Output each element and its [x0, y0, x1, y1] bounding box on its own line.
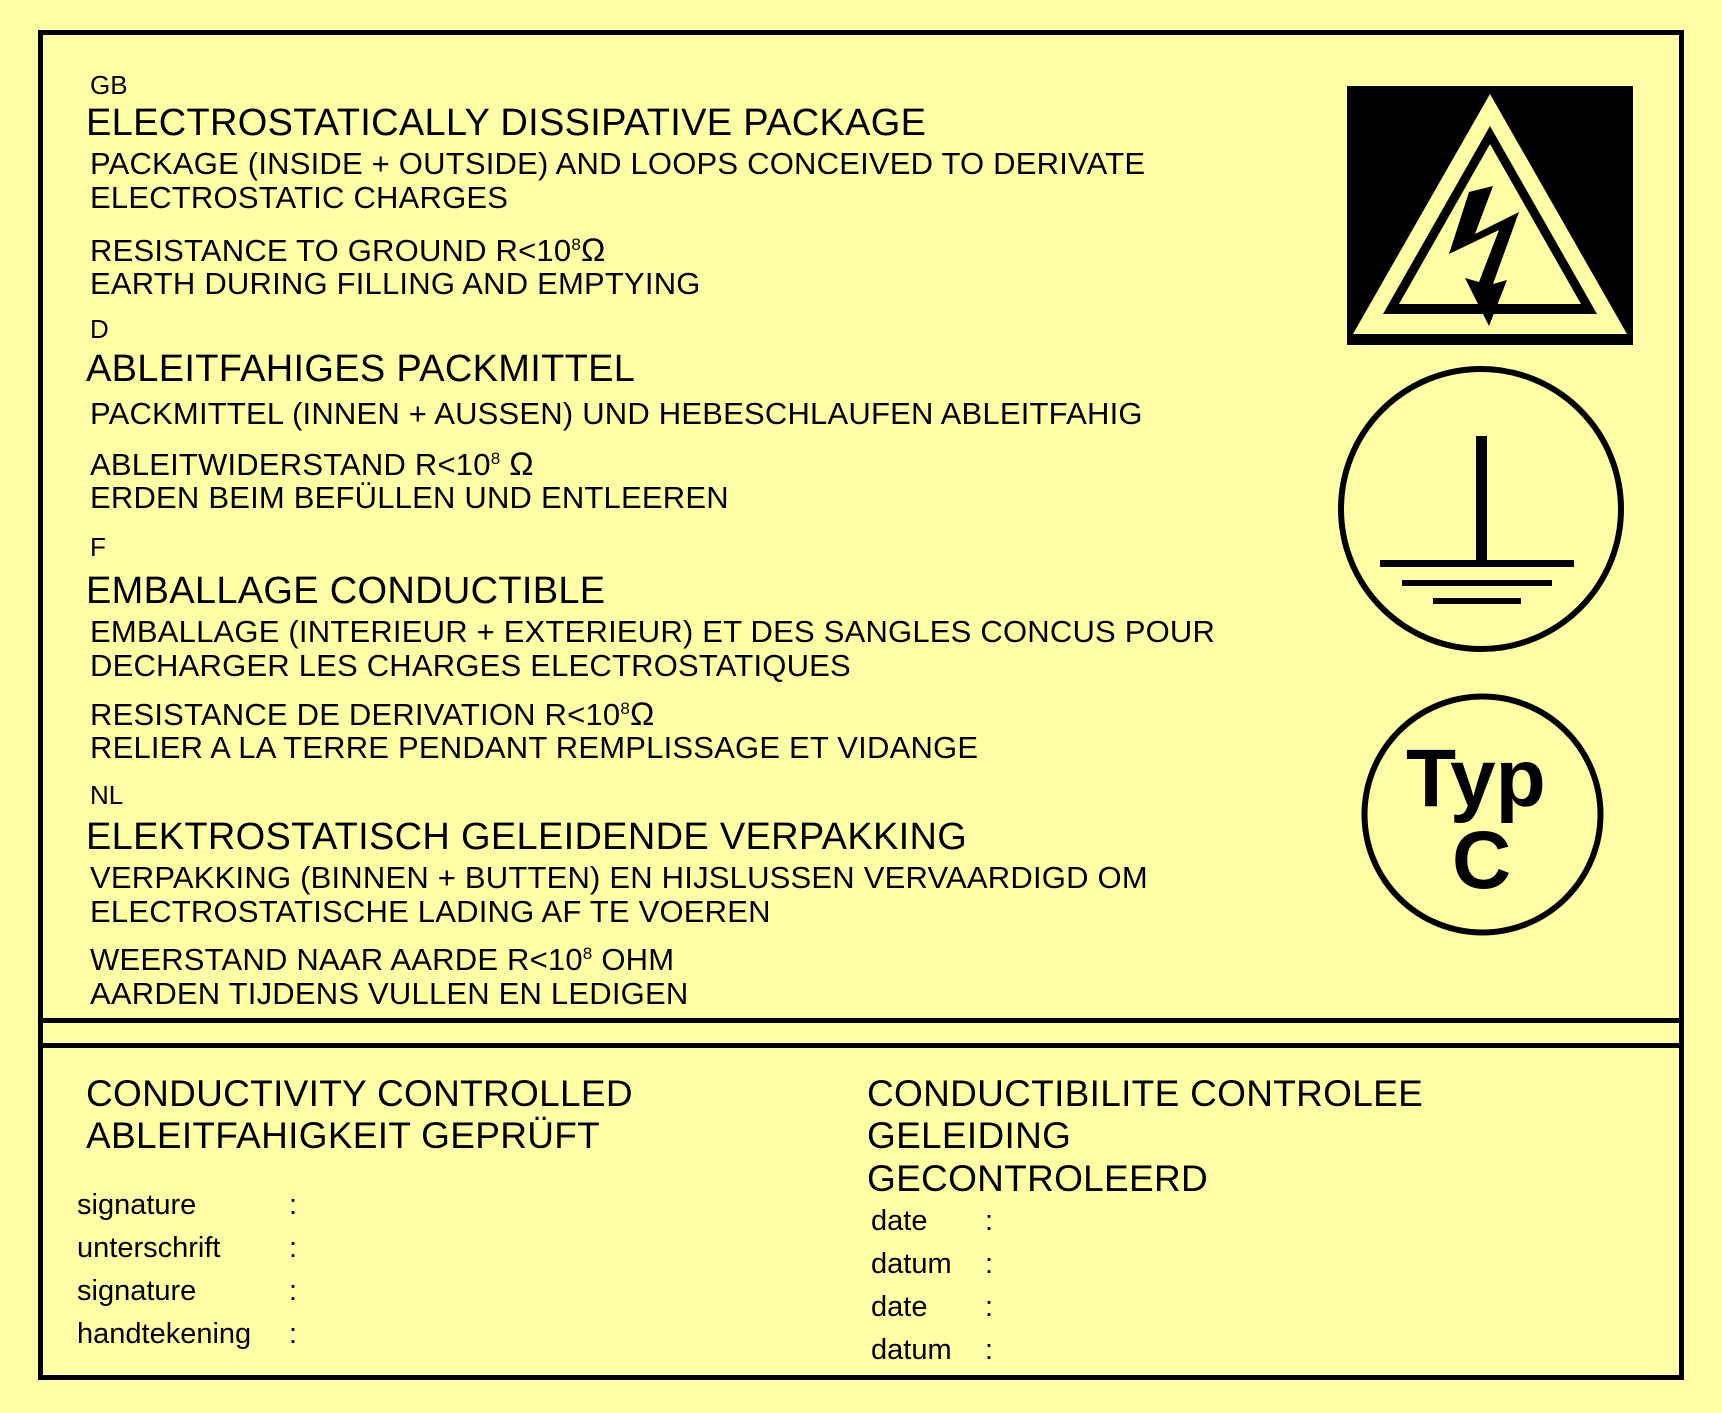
footer-left-heading-1: CONDUCTIVITY CONTROLLED: [86, 1073, 633, 1114]
field-colon: :: [985, 1205, 994, 1237]
field-colon: :: [985, 1248, 994, 1280]
footer-right-heading-3: GECONTROLEERD: [867, 1158, 1209, 1199]
heading-nl: ELEKTROSTATISCH GELEIDENDE VERPAKKING: [86, 816, 968, 858]
divider-bottom: [38, 1043, 1684, 1048]
heading-gb: ELECTROSTATICALLY DISSIPATIVE PACKAGE: [86, 102, 927, 144]
text-line-nl-2: ELECTROSTATISCHE LADING AF TE VOEREN: [90, 894, 771, 929]
signature-label: signature: [77, 1275, 197, 1307]
lang-code-f: F: [90, 532, 106, 562]
date-label: datum: [871, 1248, 952, 1280]
instruction-f: RELIER A LA TERRE PENDANT REMPLISSAGE ET VIDANGE: [90, 730, 979, 765]
instruction-d: ERDEN BEIM BEFÜLLEN UND ENTLEEREN: [90, 480, 729, 515]
resistance-text: WEERSTAND NAAR AARDE R<10: [90, 942, 583, 977]
heading-f: EMBALLAGE CONDUCTIBLE: [86, 570, 606, 612]
field-colon: :: [289, 1275, 298, 1307]
resistance-d: [90, 448, 534, 481]
text-line-nl-1: VERPAKKING (BINNEN + BUTTEN) EN HIJSLUSSEN VERVAARDIGD OM: [90, 860, 1148, 895]
ohm-symbol: Ω: [509, 446, 534, 482]
type-label: Typ: [1406, 733, 1546, 824]
earth-ground-icon: [1336, 364, 1626, 654]
resistance-gb: [90, 234, 606, 267]
exponent: 8: [582, 943, 593, 963]
lang-code-gb: GB: [90, 70, 128, 100]
instruction-nl: AARDEN TIJDENS VULLEN EN LEDIGEN: [90, 976, 689, 1011]
ohm-symbol: Ω: [581, 232, 606, 268]
electric-hazard-icon: [1347, 86, 1633, 345]
heading-d: ABLEITFAHIGES PACKMITTEL: [86, 348, 636, 390]
date-label: date: [871, 1205, 928, 1237]
text-line-gb-1: PACKAGE (INSIDE + OUTSIDE) AND LOOPS CONCEIVED TO DERIVATE: [90, 146, 1146, 181]
exponent: 8: [571, 234, 581, 254]
field-colon: :: [985, 1291, 994, 1323]
type-letter: C: [1452, 815, 1512, 906]
exponent: 8: [620, 698, 631, 718]
text-line-gb-2: ELECTROSTATIC CHARGES: [90, 180, 509, 215]
field-colon: :: [985, 1334, 994, 1366]
text-line-f-2: DECHARGER LES CHARGES ELECTROSTATIQUES: [90, 648, 851, 683]
resistance-text: RESISTANCE DE DERIVATION R<10: [90, 697, 621, 732]
text-line-d-1: PACKMITTEL (INNEN + AUSSEN) UND HEBESCHLAUFEN ABLEITFAHIG: [90, 396, 1143, 431]
field-colon: :: [289, 1232, 298, 1264]
lang-code-nl: NL: [90, 780, 124, 810]
divider-top: [38, 1018, 1684, 1023]
instruction-gb: EARTH DURING FILLING AND EMPTYING: [90, 266, 701, 301]
signature-label: handtekening: [77, 1318, 252, 1350]
resistance-text: ABLEITWIDERSTAND R<10: [90, 447, 491, 482]
resistance-nl: [90, 944, 674, 975]
resistance-f: [90, 698, 655, 731]
footer-left-heading-2: ABLEITFAHIGKEIT GEPRÜFT: [86, 1115, 601, 1156]
exponent: 8: [490, 448, 501, 468]
date-label: date: [871, 1291, 928, 1323]
footer-right-heading-1: CONDUCTIBILITE CONTROLEE: [867, 1073, 1424, 1114]
lang-code-d: D: [90, 314, 109, 344]
field-colon: :: [289, 1318, 298, 1350]
field-colon: :: [289, 1189, 298, 1221]
signature-label: signature: [77, 1189, 197, 1221]
date-label: datum: [871, 1334, 952, 1366]
ohm-unit: OHM: [601, 942, 675, 977]
footer-right-heading-2: GELEIDING: [867, 1115, 1072, 1156]
signature-label: unterschrift: [77, 1232, 221, 1264]
text-line-f-1: EMBALLAGE (INTERIEUR + EXTERIEUR) ET DES SANGLES CONCUS POUR: [90, 614, 1216, 649]
resistance-text: RESISTANCE TO GROUND R<10: [90, 233, 572, 268]
ohm-symbol: Ω: [630, 696, 655, 732]
